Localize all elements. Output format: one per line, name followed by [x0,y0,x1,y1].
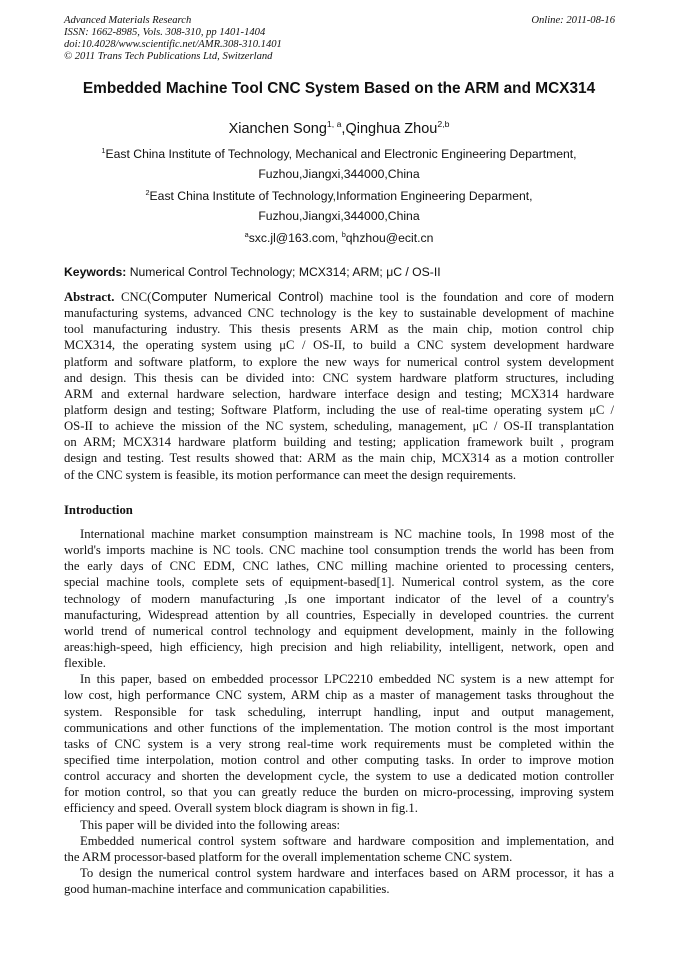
paper-title: Embedded Machine Tool CNC System Based on the ARM and MCX314 [82,80,596,97]
paragraph-line: communications and other functions of the implementation. The motion control is the most important [64,720,614,735]
paragraph-line: the early days of CNC EDM, CNC lathes, CNC milling machine oriented to processing centers, [64,559,614,574]
paragraph-line: the ARM processor-based platform for the overall implementation scheme CNC system. [64,849,513,864]
email-a: sxc.jl@163.com, [248,231,342,246]
affiliation-2-line-1 [0,188,678,203]
paragraph-line: areas:high-speed, high efficiency, high precision and high reliability, intelligent, network, open and [64,639,614,654]
paragraph-line: control accuracy and shorten the development cycle, the system to use a dedicated motion controller [64,769,614,784]
affiliation-1-line-1 [0,146,678,161]
paragraph-line: International machine market consumption mainstream is NC machine tools, In 1998 most of the [80,527,614,541]
email-a-sup: a [244,230,249,239]
author-1-sup: 1, a [326,119,342,129]
author-sep: , [341,120,346,137]
emails [0,230,678,245]
abstract-line: on ARM; MCX314 hardware platform building and testing; application framework built , program [64,435,614,450]
abstract [64,289,614,483]
paragraph-line: good human-machine interface and communication capabilities. [64,882,390,897]
paragraph-line: Embedded numerical control system software and hardware composition and implementation, and [80,833,614,848]
abstract-line: and design. This thesis can be divided into: CNC system hardware platform structures, including [64,370,614,385]
paragraph-line: This paper will be divided into the following areas: [80,817,341,832]
abstract-line: OS-II to achieve the mission of the NC system, scheduling, management, μC / OS-II transplantation [64,419,614,434]
doi-line: doi:10.4028/www.scientific.net/AMR.308-310.1401 [64,39,282,50]
author-line [0,119,678,137]
keywords-label: Keywords: [64,265,127,279]
abstract-line: tool manufacturing industry. This thesis presents ARM as the main chip, motion control chip [64,322,614,337]
paragraph-line: efficiency and speed. Overall system block diagram is shown in fig.1. [64,801,418,816]
abstract-line: ARM and external hardware selection, hardware interface design and testing; MCX314 hardware [64,386,614,401]
abstract-line: of the CNC system is feasible, its motion performance can meet the design requirements. [64,467,517,482]
abstract-line: MCX314, the operating system using μC / OS-II, to build a CNC system development hardware [64,338,614,353]
abstract-line: manufacturing systems, advanced CNC technology is the key to sustainable development of machine [64,306,614,321]
abstract-label: Abstract. [64,290,115,304]
author-2: Qinghua Zhou [345,120,438,137]
paragraph-line: manufacturing, Widespread attention by all countries, Especially in developed countries. the current [64,607,614,622]
aff2-sup: 2 [145,188,150,197]
paragraph-line: for motion control, so that you can greatly reduce the burden on micro-processing, improving system [64,785,614,800]
copyright-line: © 2011 Trans Tech Publications Ltd, Switzerland [64,51,273,62]
aff2-text: East China Institute of Technology,Information Engineering Deparment, [149,189,533,204]
paragraph-line: low cost, high performance CNC system, ARM chip as a master of management tasks throughout the [64,688,614,703]
introduction-body [64,526,614,897]
abstract-line [64,289,614,305]
email-b-sup: b [341,230,346,239]
section-heading-introduction: Introduction [64,503,133,517]
issn-line: ISSN: 1662-8985, Vols. 308-310, pp 1401-1404 [64,27,266,38]
abstract-text: ) machine tool is the foundation and core of modern [319,290,614,304]
journal-name: Advanced Materials Research [64,15,192,26]
email-b: qhzhou@ecit.cn [345,231,434,246]
paragraph-line: specified time interpolation, motion control and other computing tasks. In order to improve motion [64,752,614,767]
abstract-text: CNC( [114,290,152,304]
affiliation-1-line-2: Fuzhou,Jiangxi,344000,China [258,167,420,181]
abstract-text: Computer Numerical Control [151,290,320,304]
paragraph-line: system. Responsible for task scheduling, interrupt handling, input and output management, [64,704,614,719]
paragraph-line: To design the numerical control system hardware and interfaces based on ARM processor, it has a [80,865,614,880]
author-1: Xianchen Song [228,120,327,137]
paragraph-line: special machine tools, complete sets of equipment-based[1]. Numerical control system, as the core [64,575,614,590]
keywords [64,265,441,279]
paragraph-line: In this paper, based on embedded processor LPC2210 embedded NC system is a new attempt for [80,672,614,687]
abstract-line: design and testing. Test results showed that: ARM as the main chip, MCX314 as a motion controller [64,451,614,466]
abstract-line: platform and software platform, to explore the new ways for numerical control system development [64,354,614,369]
author-2-sup: 2,b [437,119,450,129]
paragraph-line: world trend of numerical control technology and equipment development, mainly in the following [64,623,614,638]
paragraph-line: technology of modern manufacturing ,Is one important indicator of the level of a country's [64,591,614,606]
keywords-text: Numerical Control Technology; MCX314; ARM; μC / OS-II [126,265,441,279]
aff1-text: East China Institute of Technology, Mechanical and Electronic Engineering Department, [105,147,577,162]
paragraph-line: world's imports machine is NC tools. CNC machine tool consumption trends the world has been from [64,543,614,558]
online-date: Online: 2011-08-16 [531,15,615,26]
paragraph-line: tasks of CNC system is a very strong real-time work requirements must be completed within the [64,736,614,751]
paragraph-line: flexible. [64,656,106,671]
aff1-sup: 1 [101,146,106,155]
affiliation-2-line-2: Fuzhou,Jiangxi,344000,China [258,209,420,223]
abstract-line: platform design and testing; Software Platform, including the use of real-time operating system μC / [64,402,614,417]
